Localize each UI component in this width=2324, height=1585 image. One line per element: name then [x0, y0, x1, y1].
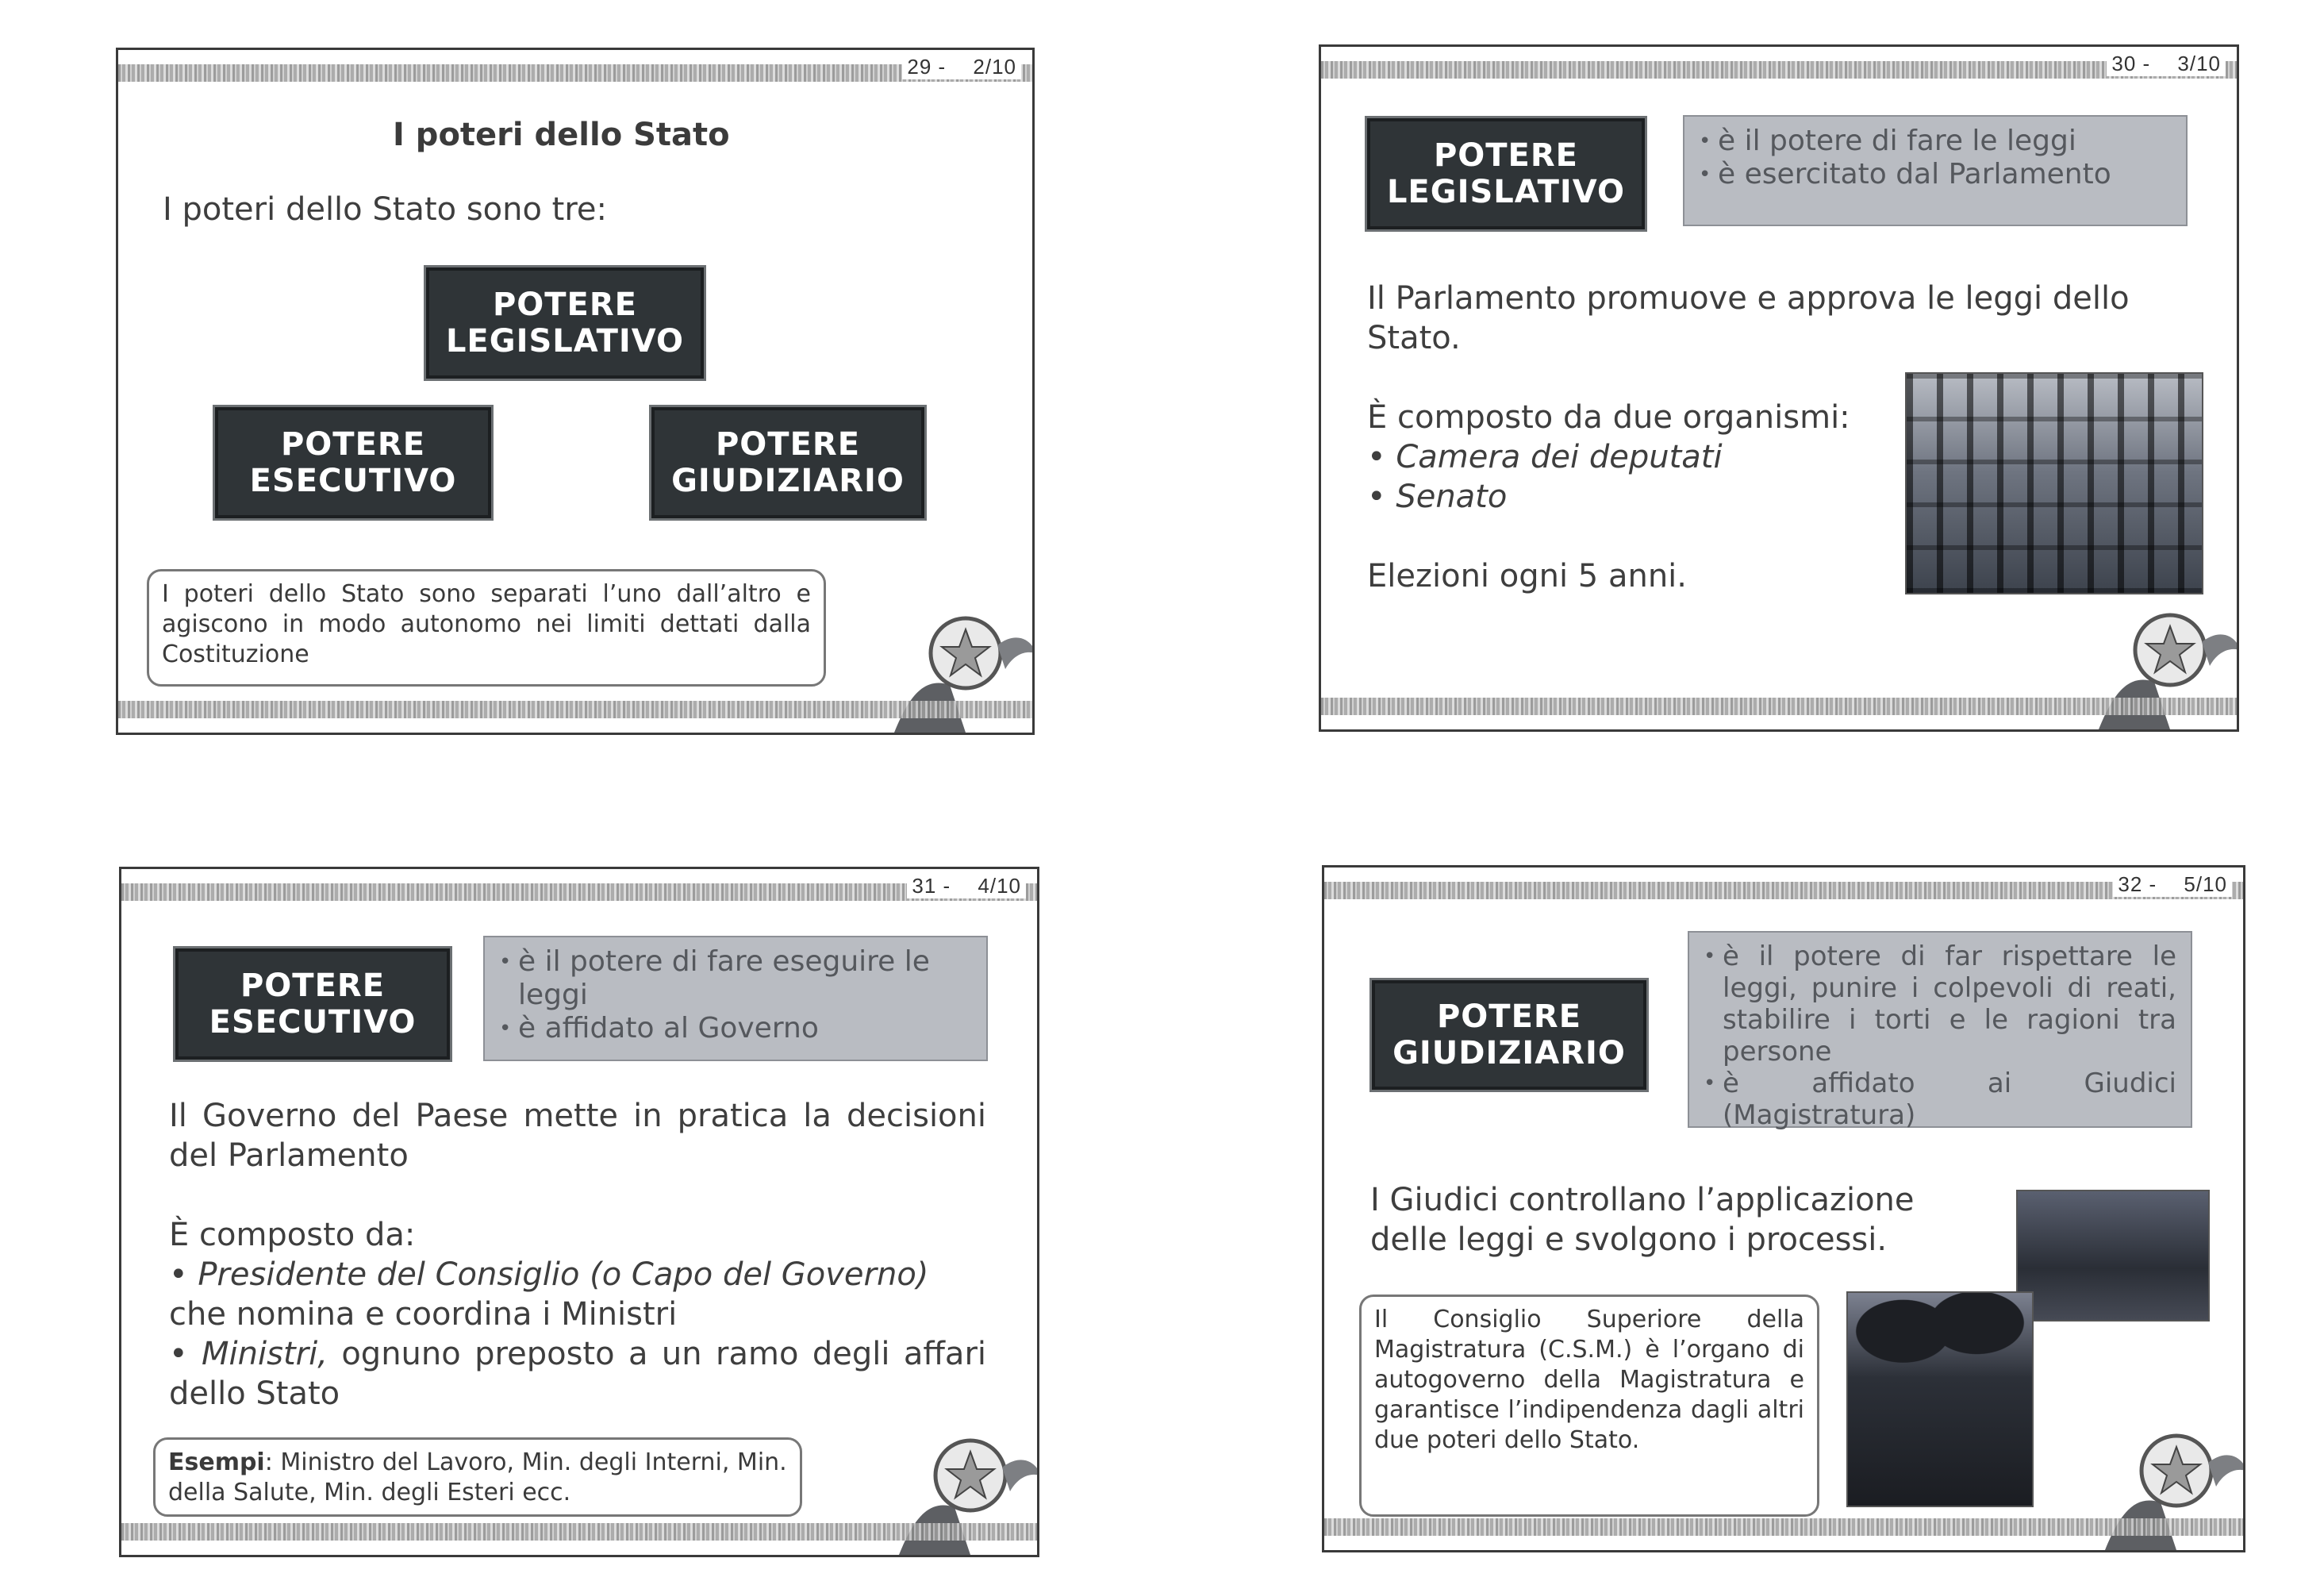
footer-stripe	[118, 701, 1032, 718]
footer-stripe	[1321, 698, 2237, 715]
footer-stripe	[1324, 1518, 2243, 1536]
page-number: 32 - 5/10	[2113, 872, 2232, 897]
page-number: 31 - 4/10	[907, 874, 1026, 898]
header-stripe	[1324, 882, 2243, 899]
organ-item: • Senato	[1367, 479, 1508, 515]
bullet-item: • è affidato al Governo	[497, 1012, 972, 1045]
bullet-item: • è il potere di fare le leggi	[1697, 125, 2172, 158]
bullet-item: • è il potere di fare eseguire le leggi	[497, 945, 972, 1012]
slide-32	[1322, 865, 2245, 1552]
judicial-power-box: POTERE GIUDIZIARIO	[1372, 980, 1646, 1090]
slide-title: I poteri dello Stato	[393, 117, 730, 153]
organ-item: • Camera dei deputati	[1367, 439, 1723, 475]
judges-paragraph: I Giudici controllano l’applicazione delle leggi e svolgono i processi.	[1370, 1182, 1915, 1258]
page-number: 30 - 3/10	[2107, 52, 2226, 76]
bullet-item: • è esercitato dal Parlamento	[1697, 158, 2172, 191]
header-stripe	[118, 64, 1032, 82]
legislative-power-box: POTERE LEGISLATIVO	[1367, 118, 1645, 229]
page-number: 29 - 2/10	[902, 55, 1021, 79]
slide-29	[116, 48, 1035, 735]
legislative-definition	[1683, 115, 2188, 226]
composition-intro: È composto da:	[169, 1217, 416, 1253]
courtroom-photo	[2016, 1190, 2210, 1321]
footer-stripe	[121, 1523, 1037, 1541]
judicial-power-box: POTERE GIUDIZIARIO	[651, 407, 924, 518]
executive-power-box: POTERE ESECUTIVO	[215, 407, 491, 518]
judicial-definition	[1688, 931, 2192, 1131]
elections-text: Elezioni ogni 5 anni.	[1367, 558, 1688, 594]
bullet-item: • è affidato ai Giudici (Magistratura)	[1702, 1068, 2176, 1131]
csm-note: Il Consiglio Superiore della Magistratura (C.S.M.) è l’organo di autogoverno della Magistratura e garantisce l’indipendenza dagli altri due poteri dello Stato.	[1359, 1295, 1819, 1517]
executive-definition	[483, 936, 988, 1061]
executive-power-box: POTERE ESECUTIVO	[175, 948, 450, 1060]
judges-photo	[1846, 1291, 2034, 1507]
government-paragraph: Il Governo del Paese mette in pratica la decisioni del Parlamento	[169, 1098, 986, 1174]
bullet-item: • è il potere di far rispettare le leggi, punire i colpevoli di reati, stabilire i torti e le ragioni tra persone	[1702, 941, 2176, 1068]
intro-text: I poteri dello Stato sono tre:	[163, 191, 607, 228]
parliament-paragraph: Il Parlamento promuove e approva le leggi dello Stato.	[1367, 280, 2130, 356]
header-stripe	[121, 883, 1037, 901]
slide-31	[119, 867, 1039, 1557]
slide-30	[1319, 44, 2239, 732]
member-item: • Ministri, ognuno preposto a un ramo degli affari dello Stato	[169, 1336, 986, 1412]
member-item: • Presidente del Consiglio (o Capo del Governo) che nomina e coordina i Ministri	[169, 1256, 929, 1333]
composition-intro: È composto da due organismi:	[1367, 399, 1850, 436]
legislative-power-box: POTERE LEGISLATIVO	[426, 267, 704, 379]
header-stripe	[1321, 61, 2237, 79]
separation-note: I poteri dello Stato sono separati l’uno dall’altro e agiscono in modo autonomo nei limiti dettati dalla Costituzione	[147, 569, 826, 687]
examples-note: Esempi: Ministro del Lavoro, Min. degli Interni, Min. della Salute, Min. degli Esteri ecc.	[153, 1437, 802, 1517]
parliament-building-photo	[1905, 372, 2203, 594]
